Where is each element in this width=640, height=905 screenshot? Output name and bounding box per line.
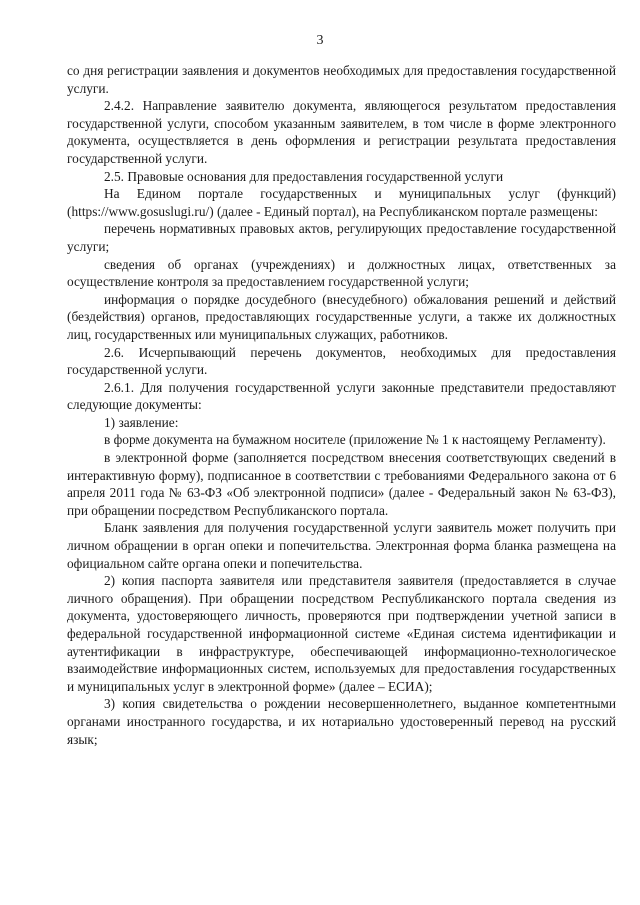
paragraph: перечень нормативных правовых актов, регулирующих предоставление государственной услуги;: [67, 221, 616, 254]
paragraph: На Едином портале государственных и муниципальных услуг (функций) (https://www.gosuslugi.ru/) (далее - Единый портал), на Республиканском портале размещены:: [67, 186, 616, 219]
paragraph: Бланк заявления для получения государственной услуги заявитель может получить при личном обращении в орган опеки и попечительства. Электронная форма бланка размещена на официальном сайте органа опеки и попечительства.: [67, 520, 616, 571]
paragraph: 2.6.1. Для получения государственной услуги законные представители предоставляют следующие документы:: [67, 379, 616, 413]
body-text: [67, 62, 616, 748]
paragraph: 2.6. Исчерпывающий перечень документов, необходимых для предоставления государственной услуги.: [67, 344, 616, 378]
paragraph: 2.5. Правовые основания для предоставления государственной услуги: [104, 168, 504, 184]
page-number: 3: [316, 33, 324, 48]
paragraph: со дня регистрации заявления и документов необходимых для предоставления государственной услуги.: [67, 63, 616, 96]
paragraph: 2) копия паспорта заявителя или представителя заявителя (предоставляется в случае личного обращения). При обращении посредством Республиканского портала сведения из документа, удостоверяющего личность, проверяются при подтверждении учетной записи в федеральной государственной информационной системе «Единая система идентификации и аутентификации в инфраструктуре, обеспечивающей информационно-технологическое взаимодействие информационных систем, используемых для предоставления государственных и муниципальных услуг в электронной форме» (далее – ЕСИА);: [67, 573, 616, 694]
paragraph: 1) заявление:: [104, 414, 179, 430]
paragraph: 3) копия свидетельства о рождении несовершеннолетнего, выданное компетентными органами иностранного государства, и их нотариально удостоверенный перевод на русский язык;: [67, 696, 616, 747]
paragraph: сведения об органах (учреждениях) и должностных лицах, ответственных за осуществление контроля за предоставлением государственной услуги;: [67, 256, 616, 290]
paragraph: 2.4.2. Направление заявителю документа, являющегося результатом предоставления государственной услуги, способом указанным заявителем, в том числе в форме электронного документа, осуществляется в день оформления и регистрации результата предоставления государственной услуги.: [67, 98, 616, 166]
paragraph: в форме документа на бумажном носителе (приложение № 1 к настоящему Регламенту).: [104, 432, 606, 448]
paragraph: информация о порядке досудебного (внесудебного) обжалования решений и действий (бездействия) органов, предоставляющих государственные услуги, а также их должностных лиц, государственных или муниципальных служащих, работников.: [67, 291, 616, 342]
paragraph: в электронной форме (заполняется посредством внесения соответствующих сведений в интерактивную форму), подписанное в соответствии с требованиями Федерального закона от 6 апреля 2011 года № 63-ФЗ «Об электронной подписи» (далее - Федеральный закон № 63-ФЗ), при обращении посредством Республиканского портала.: [67, 450, 616, 518]
